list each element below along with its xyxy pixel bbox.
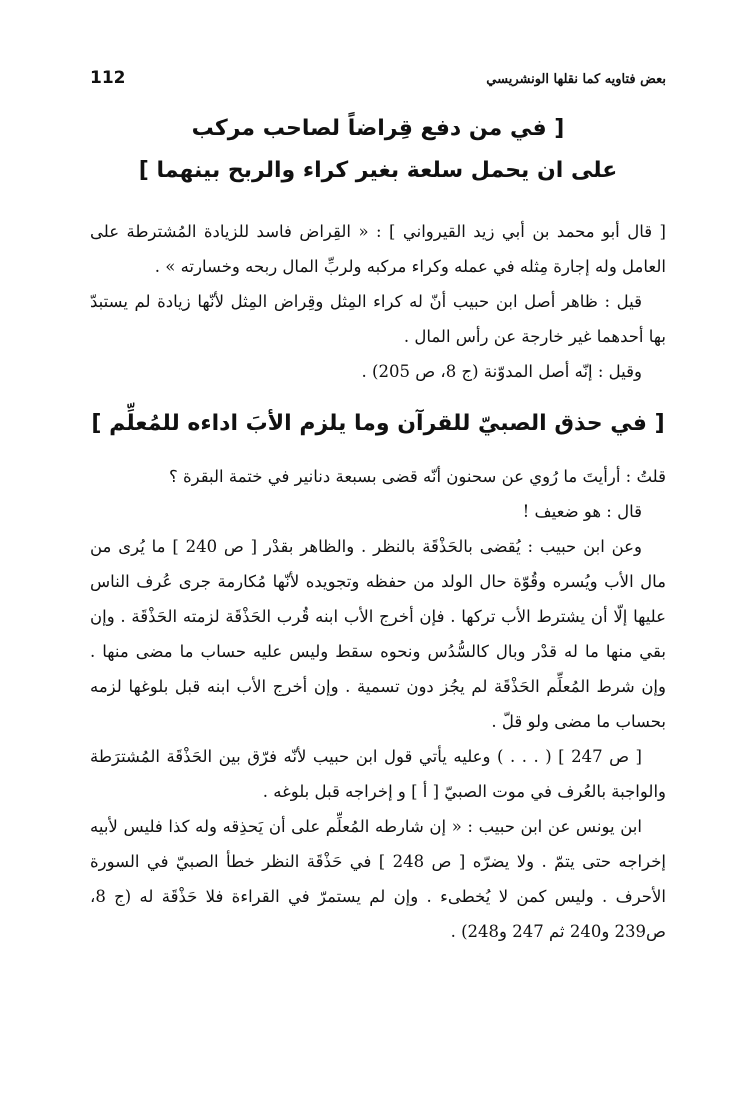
- section-heading-hadhqa: [ في حذق الصبيّ للقرآن وما يلزم الأبَ اداءه للمُعلِّم ]: [91, 411, 665, 436]
- running-head: [90, 68, 666, 102]
- section-heading-qirad: [90, 108, 666, 192]
- paragraph-qirad-ibn-habib: قيل : ظاهر أصل ابن حبيب أنّ له كراء المِثل وقِراض المِثل لأنّها زيادة لم يستبدّ بها أحدهما غير خارجة عن رأس المال .: [90, 292, 666, 346]
- heading-line-2: على ان يحمل سلعة بغير كراء والربح بينهما ]: [138, 158, 618, 183]
- running-head-title: بعض فتاويه كما نقلها الونشريسي: [486, 72, 666, 87]
- paragraph-page-247: [ ص 247 ] ( . . . ) وعليه يأتي قول ابن حبيب لأنّه فرّق بين الحَذْقَة المُشترَطة والواجبة بالعُرف في موت الصبيّ [ أ ] و إخراجه قبل بلوغه .: [90, 747, 666, 801]
- page-number: 112: [90, 68, 126, 88]
- paragraph-answer-weak: قال : هو ضعيف !: [522, 502, 642, 521]
- paragraph-ibn-yunus: ابن يونس عن ابن حبيب : « إن شارطه المُعلِّم على أن يَحذِقه وله كذا فليس لأبيه إخراجه حتى يتمّ . ولا يضرّه [ ص 248 ] في حَذْقَة النظر خطأ الصبيّ في السورة الأحرف . وليس كمن لا يُخطىء . وإن لم يستمرّ في القراءة فلا حَذْقَة له (ج 8، ص239 و240 ثم 247 و248) .: [90, 817, 666, 941]
- paragraph-qirad-quote: [ قال أبو محمد بن أبي زيد القيرواني ] : « القِراض فاسد للزيادة المُشترطة على العامل وله إجارة مِثله في عمله وكراء مركبه ولربِّ المال ربحه وخسارته » .: [90, 222, 666, 276]
- heading-line-1: [ في من دفع قِراضاً لصاحب مركب: [191, 116, 565, 141]
- paragraph-qirad-mudawwana: وقيل : إنّه أصل المدوّنة (ج 8، ص 205) .: [361, 362, 642, 381]
- paragraph-question-sahnun: قلتُ : أرأيتَ ما رُوي عن سحنون أنّه قضى بسبعة دنانير في ختمة البقرة ؟: [168, 467, 666, 486]
- paragraph-ibn-habib-hadhqa: وعن ابن حبيب : يُقضى بالحَذْقَة بالنظر . والظاهر بقدْر [ ص 240 ] ما يُرى من مال الأب ويُسره وقُوّة حال الولد من حفظه وتجويده لأنّها مُكارمة جرى عُرف الناس عليها إلّا أن يشترط الأب تركها . فإن أخرج الأب ابنه قُرب الحَذْقَة لزمته الحَذْقَة . وإن بقي منها ما له قدْر وبال كالسُّدُس ونحوه سقط وليس عليه حساب ما مضى منها . وإن شرط المُعلِّم الحَذْقَة لم يجُز دون تسمية . وإن أخرج الأب ابنه قبل بلوغها لزمه بحساب ما مضى ولو قلّ .: [90, 537, 666, 731]
